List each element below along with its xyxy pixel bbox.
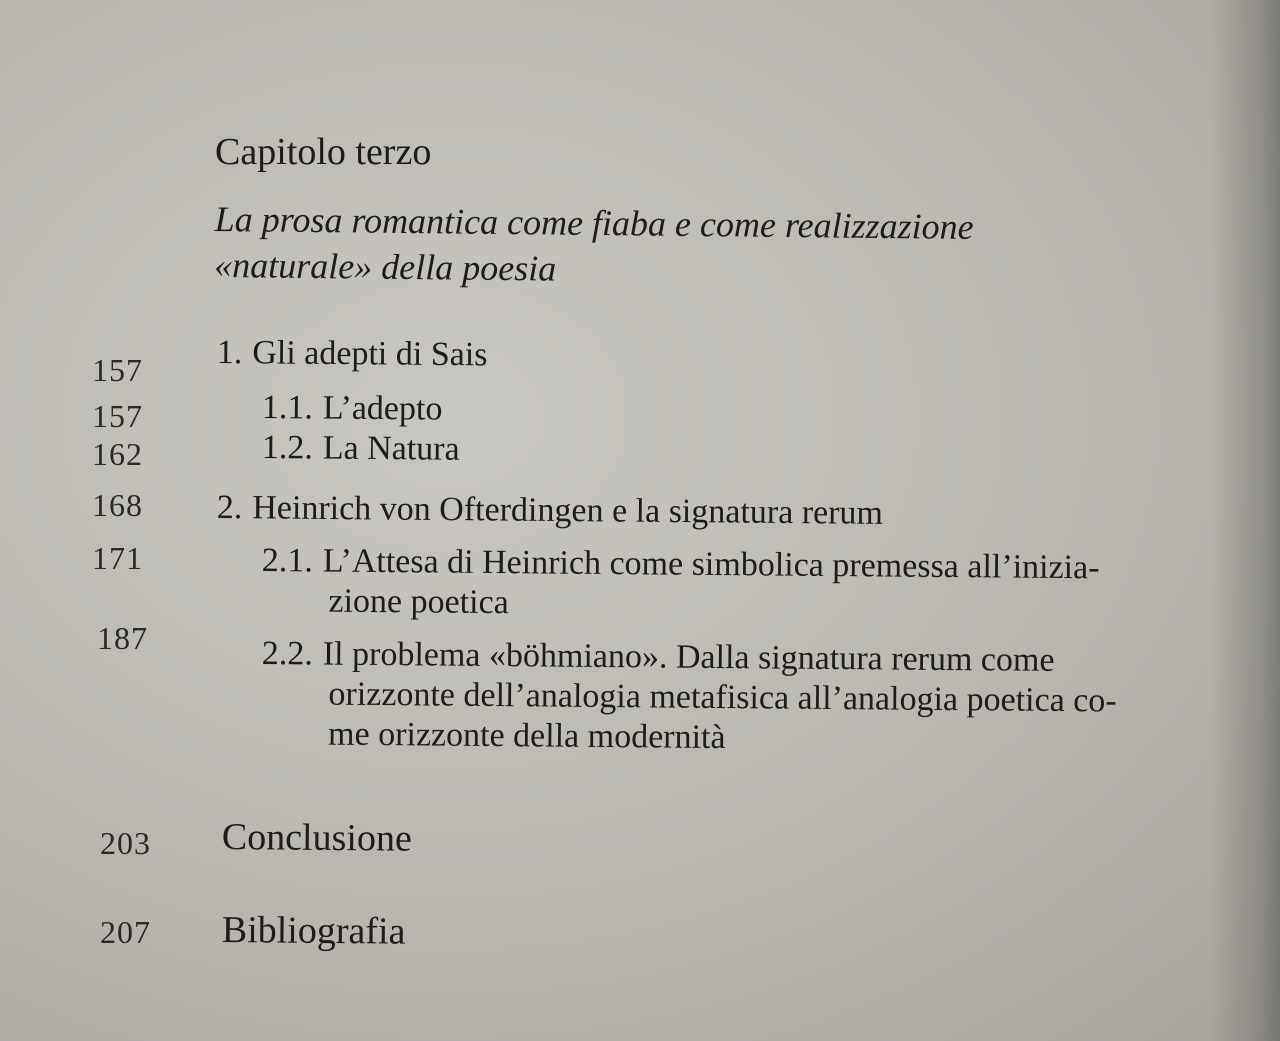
toc-entry-continuation: orizzonte dell’analogia metafisica all’analogia poetica co-: [328, 675, 1117, 720]
toc-entry-number: 1.1.: [261, 388, 313, 427]
toc-entry-title: Heinrich von Ofterdingen e la signatura rerum: [252, 489, 884, 532]
toc-entry[interactable]: [217, 333, 488, 375]
toc-entry-title: L’Attesa di Heinrich come simbolica premessa all’inizia-: [322, 542, 1100, 587]
chapter-title-line: «naturale» della poesia: [214, 244, 557, 289]
toc-entry-title: Gli adepti di Sais: [252, 334, 488, 374]
toc-entry-conclusion[interactable]: [222, 817, 412, 859]
toc-entry-number: 1.2.: [261, 428, 313, 467]
toc-entry-title: L’adepto: [322, 389, 443, 428]
toc-entry-title: Bibliografia: [221, 909, 406, 953]
toc-entry-title: La Natura: [322, 429, 460, 468]
toc-entry-title: Conclusione: [221, 816, 412, 860]
toc-entry-bibliography[interactable]: [222, 910, 406, 952]
toc-entry[interactable]: [262, 428, 460, 470]
toc-page-number: 187: [97, 620, 148, 656]
toc-page-number: 162: [92, 436, 143, 472]
toc-page-number: 168: [92, 487, 143, 523]
toc-entry-continuation: zione poetica: [328, 582, 509, 622]
toc-page-number: 207: [100, 914, 151, 950]
toc-entry[interactable]: [262, 388, 443, 430]
chapter-title-line: La prosa romantica come fiaba e come realizzazione: [214, 198, 974, 247]
toc-entry[interactable]: [217, 488, 883, 534]
toc-entry-title: Il problema «böhmiano». Dalla signatura rerum come: [322, 635, 1055, 679]
toc-page-number: 171: [92, 540, 143, 576]
toc-entry-number: 2.2.: [261, 634, 313, 673]
toc-entry[interactable]: [261, 541, 1099, 628]
toc-page-number: 157: [92, 352, 143, 388]
toc-entry-number: 2.1.: [261, 541, 313, 580]
toc-page-number: 157: [92, 398, 143, 434]
toc-entry-continuation: me orizzonte della modernità: [327, 715, 726, 757]
toc-entry-number: 1.: [216, 333, 243, 372]
toc-page-number: 203: [100, 825, 151, 861]
toc-entry[interactable]: [261, 634, 1117, 761]
chapter-label: Capitolo terzo: [215, 131, 432, 173]
toc-entry-number: 2.: [216, 488, 243, 527]
